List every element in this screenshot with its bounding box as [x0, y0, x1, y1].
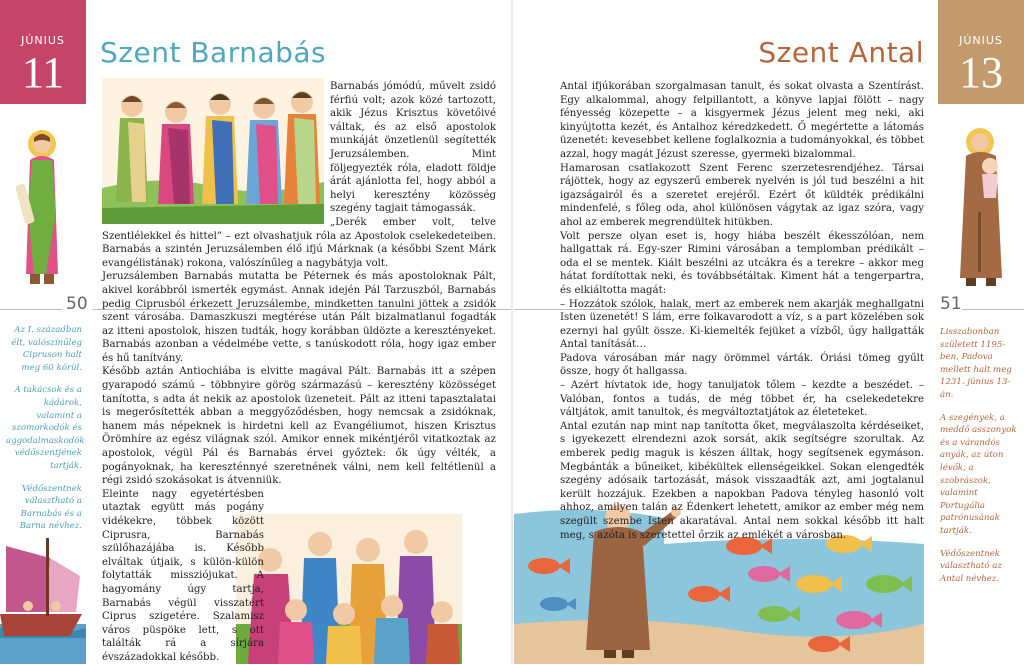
date-tab-right: [938, 0, 1024, 104]
page-number: 50: [66, 294, 88, 314]
page-title: Szent Barnabás: [100, 36, 327, 69]
paragraph: „Derék ember volt, telve Szentlélekkel és hittel” – ezt olvashatjuk róla az Apostolok cselekedeteiben. Barnabás a szintén Jeruzsálemben élő ifjú Márknak (a későbbi Szent Márk evangélistának) rokona, valószínűleg a nagybátyja volt.: [102, 216, 496, 269]
paragraph: Eleinte nagy egyetértésben utaztak együtt más pogány vidékekre, többek között Ciprusra, Barnabás szülőhazájába is. Később elváltak útjaik, s külön-külön folytatták missziójukat. A hagyomány úgy tartja, Barnabás végül visszatért Ciprus szigetére. Szalamisz város püspöke lett, s ott találták rá a sírjára évszázadokkal később.: [102, 488, 264, 663]
saint-barnabas-figure: [12, 124, 72, 292]
page-gutter: [511, 0, 513, 664]
image-space: [102, 80, 330, 228]
paragraph: Padova városában már nagy örömmel várták. Óriási tömeg gyűlt össze, hogy őt hallgassa.: [560, 352, 924, 378]
paragraph: Antal ifjúkorában szorgalmasan tanult, és sokat olvasta a Szentírást. Egy alkalommal, ahogy felpillantott, a könyve lapjai fölött – nagy fényesség közepette – a kisgyermek Jézus jelent meg neki, aki kinyújtotta kezét, és Antalhoz kéredzkedett. Ő megértette a látomás üzenetét: kevesebbet kellene foglalkoznia a tudományokkal, és többet azzal, hogy magát Jézust szeresse, gyermeki bizalommal.: [560, 81, 924, 160]
page-title: Szent Antal: [758, 36, 924, 69]
article-body-right: [560, 80, 924, 542]
paragraph: – Hozzátok szólok, halak, mert az emberek nem akarják meghallgatni Isten üzenetét! S lám, erre folkavarodott a víz, s a part közelében sok ezernyi hal gyűlt össze. Ki-kiemelték fejüket a vízből, úgy hallgatták Antal tanítását…: [560, 298, 924, 351]
paragraph: Később aztán Antiochiába is elvitte magával Pált. Barnabás itt a szépen gyarapodó számú – többnyire görög származású – keresztény közösséget tanította, s adta át nekik az apostolok üzeneteit. Pált az itteni tapasztalatai is megerősítették abban a meggyőződésben, hogy nemcsak a zsidóknak, hanem más népeknek is hirdetni kell az Evangéliumot, hiszen Krisztus Örömhíre az egész világnak szól. Amikor ennek mikéntjéről vitatkoztak az apostolok, végül Pál és Barnabás érvei győztek: ők úgy vélték, a pogányoknak, ha kereszténnyé szeretnének válni, nem kell feltétlenül a régi zsidó szokásokat is átvenniük.: [102, 366, 496, 487]
paragraph: Volt persze olyan eset is, hogy hiába beszélt ékesszólóan, nem hallgattak rá. Egy-szer Rimini városában a templomban prédikált – oda el se mentek. Kiált beszélni az utcákra és a terekre – akkor meg hátat fordítottak neki, és továbbsétáltak. Kiment hát a tengerpartra, és elkiáltotta magát:: [560, 230, 924, 296]
boat-illustration: [0, 528, 86, 664]
page-number: 51: [940, 294, 962, 314]
day-number: 11: [21, 48, 65, 97]
paragraph: Hamarosan csatlakozott Szent Ferenc szerzetesrendjéhez. Társai rájöttek, hogy az egyszerű emberek nyelvén is jól tud beszélni a hit igazságairól és a szeretet erejéről. Ezért őt küldték prédikálni mindenfelé, s főleg oda, ahol különösen vágytak az igaz szóra, vagy ahol az emberek megrendültek hitükben.: [560, 162, 924, 228]
paragraph: Barnabás jómódú, művelt zsidó férfiú volt; azok közé tartozott, akik Jézus Krisztus követőivé váltak, és az első apostolok munkáját önzetlenül segítették Jeruzsálemben. Mint följegyezték róla, eladott földje árát ajánlotta fel, hogy abból a helyi keresztény közösség szegény tagjait támogassák.: [330, 81, 496, 215]
date-tab-left: [0, 0, 86, 104]
side-note: A szegények, a meddő asszonyok és a várandós anyák, az úton lévők, a szobrászok, valamint Portugália patrónusának tartják.: [940, 412, 1017, 536]
paragraph: Jeruzsálemben Barnabás mutatta be Péternek és más apostoloknak Pált, akivel korábbról ismerték egymást. Annak idején Pál Tarzuszból, Barnabás pedig Ciprusból érkezett Jeruzsálembe, mindketten tanulni jöttek a zsidók szent városába. Damaszkuszi megtérése után Pált bizalmatlanul fogadták az itteni apostolok, hiszen tudták, hogy korábban üldözte a keresztényeket. Barnabás azonban a védelmébe vette, s tanúskodott róla, hogy igaz ember és hű tanítvány.: [102, 271, 496, 364]
month-label: JÚNIUS: [959, 34, 1003, 47]
divider-line: [0, 309, 62, 310]
side-notes-left: [6, 324, 85, 543]
side-note: A takácsok és a kádárok, valamint a szomorkodók és aggodalmaskodók védőszentjének tartják.: [6, 385, 85, 471]
image-space: [264, 488, 496, 648]
side-notes-right: [940, 326, 1020, 595]
month-label: JÚNIUS: [21, 34, 65, 47]
side-note: Védőszentnek választható az Antal névhez.: [940, 548, 1002, 584]
saint-anthony-figure: [952, 122, 1012, 288]
divider-line: [962, 309, 1024, 310]
side-note: Lisszabonban született 1195-ben, Padova mellett halt meg 1231. június 13-án.: [940, 327, 1012, 400]
day-number: 13: [959, 48, 1003, 97]
side-note: Védőszentnek választható a Barnabás és a Barna névhez.: [19, 483, 82, 532]
paragraph: Antal ezután nap mint nap tanította őket, megválaszolta kérdéseiket, s igyekezett elrendezni azok sorsát, akik segítségre szorultak. Az emberek pedig maguk is készen álltak, hogy segítsenek egymáson. Megbánták a bűneiket, kibékültek ellenségeikkel. Sokan elengedték szegény adósaik tartozását, mások visszaadták azt, ami jogtalanul került hozzájuk. Ezekben a napokban Padova tényleg hasonló volt ahhoz, amilyen talán az Édenkert lehetett, amikor az ember még nem szegült szembe Isten akaratával. Antal nem sokkal később itt halt meg, s azóta is szeretettel őrzik az emlékét a városban.: [560, 420, 924, 541]
paragraph: – Azért hívtatok ide, hogy tanuljatok tőlem – kezdte a beszédet. – Valóban, fontos a tudás, de még többet ér, ha cselekedetekre váltjátok, amit tanultok, és megváltoztatjátok az életeteket.: [560, 380, 924, 419]
side-note: Az I. században élt, valószínűleg Cipruson halt meg 60 körül.: [11, 325, 82, 373]
article-body-left: [102, 80, 496, 665]
